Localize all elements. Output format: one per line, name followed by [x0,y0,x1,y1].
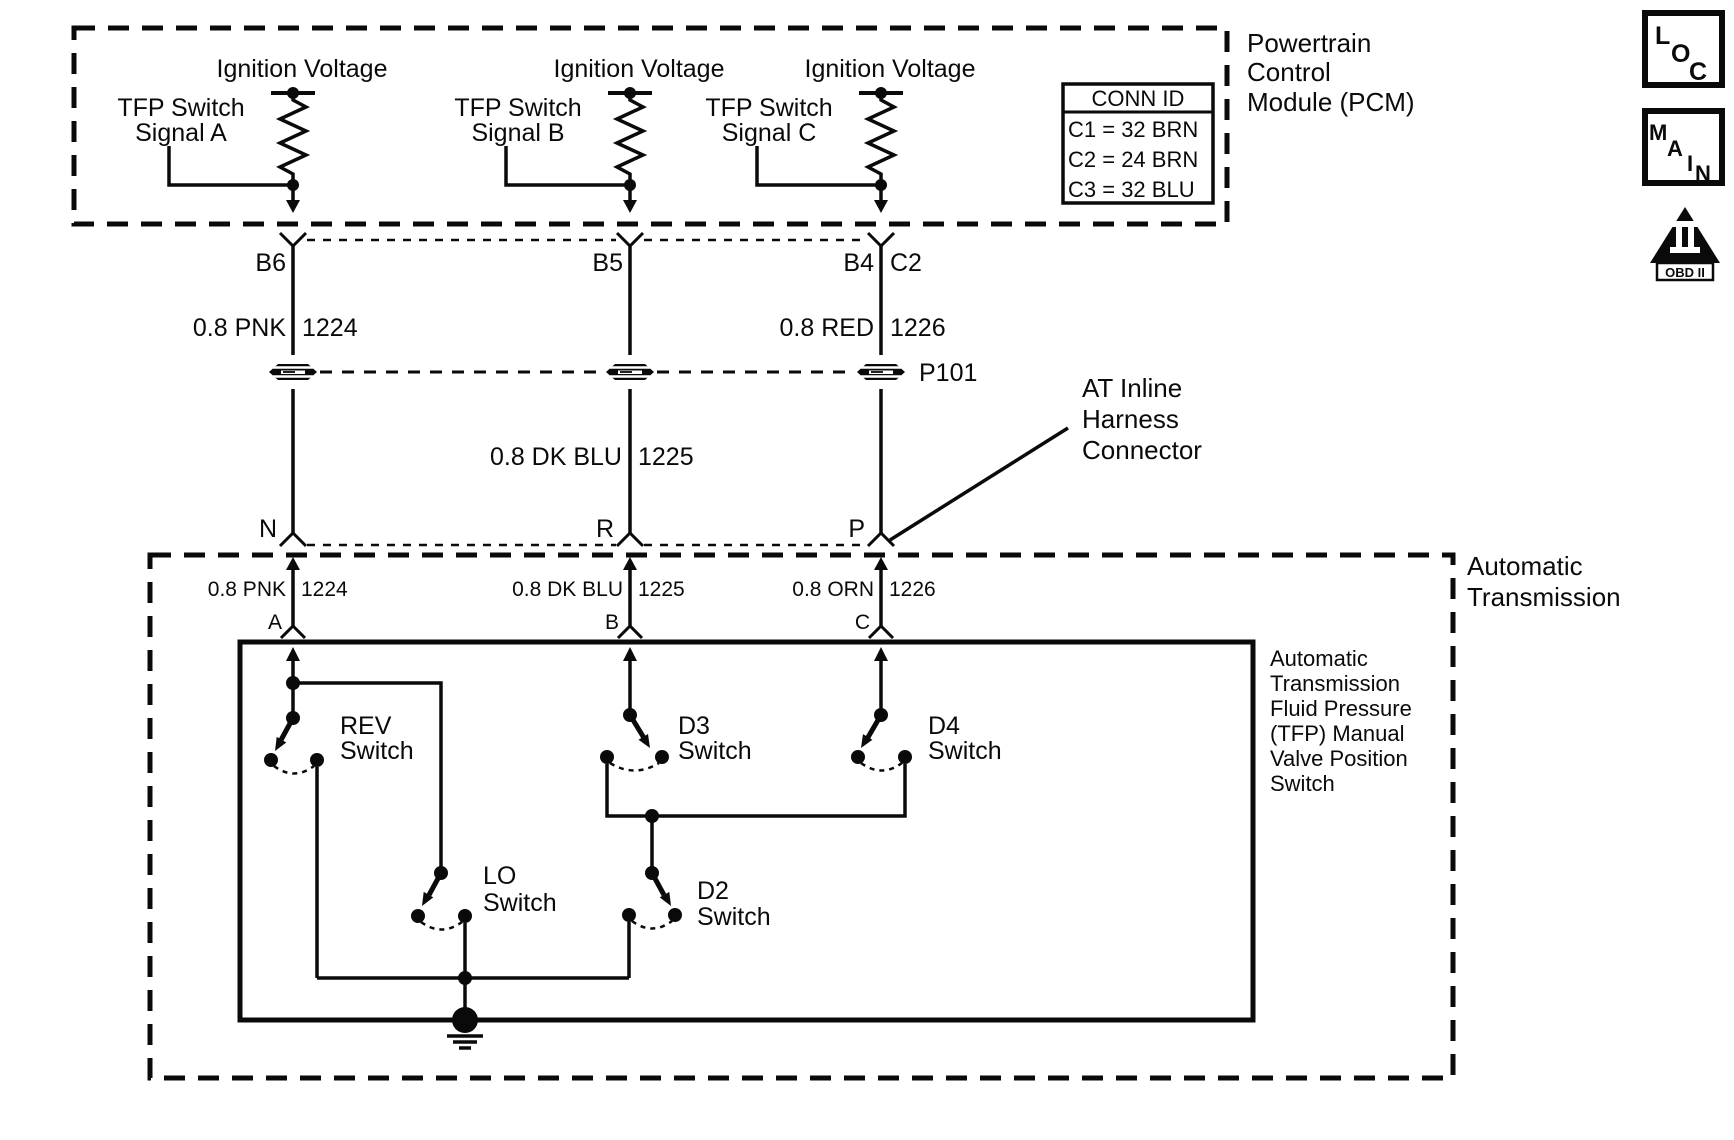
switch-contact-dot [600,750,614,764]
loc-letter-o: O [1671,40,1691,68]
lo-switch-label-line2: Switch [483,889,557,917]
tfp-signal-a-label-line1: TFP Switch [117,94,245,122]
switch-arm [867,715,881,739]
pcm-connector-row [255,233,922,277]
pcm-pin-b6: B6 [255,249,286,277]
switch-throw-arc [274,766,314,774]
inline-connector-id: P101 [919,359,978,387]
conn-id-title: CONN ID [1091,86,1185,111]
main-letter-a: A [1667,136,1683,161]
obd2-badge [1650,207,1720,280]
inline-connector-row [269,359,977,387]
tfp-assembly-label-line2: Transmission [1270,671,1400,696]
case-wire-label-pnk: 0.8 PNK [207,578,286,601]
pcm-title-line1: Powertrain [1247,28,1372,58]
callout-line1: AT Inline [1082,373,1183,403]
d3-switch-label-line1: D3 [678,712,710,740]
pcm-pin-b4: B4 [843,249,874,277]
pullup-resistor [280,93,306,185]
inline-connector-symbol [857,364,905,380]
signal-b-wire [506,146,630,185]
tfp-signal-b-label-line1: TFP Switch [454,94,582,122]
lo-switch [411,862,557,978]
switch-contact-dot [458,909,472,923]
connector-receptacle [618,626,642,638]
obd2-triangle-icon [1650,207,1720,263]
tfp-assembly-label-line6: Switch [1270,771,1335,796]
switch-contact-dot [310,753,324,767]
rev-switch [264,647,441,978]
down-arrow-icon [623,200,637,213]
up-arrow-icon [286,647,300,661]
switch-throw-arc [610,763,659,771]
pcm-title-line3: Module (PCM) [1247,87,1415,117]
case-wire-circuit-1225: 1225 [638,578,685,601]
case-pin-c: C [854,611,870,634]
pcm-connector-c2: C2 [890,249,922,277]
callout-line3: Connector [1082,435,1202,465]
up-arrow-icon [874,647,888,661]
switch-contact-dot [668,908,682,922]
connector-receptacle [868,233,894,246]
abc-connector-row [268,611,893,638]
lo-switch-label-line1: LO [483,862,517,890]
pcm-column-signal-a [117,55,387,213]
d4-switch-label-line1: D4 [928,712,960,740]
loc-letter-c: C [1689,58,1708,86]
switch-contact-dot [264,753,278,767]
d4-switch [851,647,1002,771]
callout-pointer-line [890,428,1068,540]
connector-receptacle [617,533,643,546]
case-pin-b: B [604,611,619,634]
at-inline-harness-callout [890,373,1202,540]
conn-id-row-2: C2 = 24 BRN [1068,147,1199,172]
callout-line2: Harness [1082,404,1179,434]
conn-id-row-1: C1 = 32 BRN [1068,117,1199,142]
d2-switch-label-line1: D2 [697,877,729,905]
ground-bus [317,971,629,1048]
at-pin-r: R [595,515,614,543]
tfp-switch-box-outline [240,642,1253,1020]
inline-connector-symbol [606,364,654,380]
tfp-signal-c-label-line2: Signal C [721,119,817,147]
wire-circuit-1226: 1226 [890,314,946,342]
ignition-voltage-label: Ignition Voltage [216,55,388,83]
d4-switch-label-line2: Switch [928,737,1002,765]
ground-icon [447,1036,483,1048]
loc-letter-l: L [1655,22,1671,50]
switch-contact-dot [622,908,636,922]
pcm-column-signal-c [705,55,975,213]
pullup-resistor [617,93,643,185]
switch-arm [630,715,644,738]
transmission-title-line2: Transmission [1467,582,1621,612]
transmission-title-line1: Automatic [1467,551,1583,581]
case-ground-dot [452,1007,478,1033]
tfp-signal-c-label-line1: TFP Switch [705,94,833,122]
connector-receptacle [281,626,305,638]
case-wire-circuit-1224: 1224 [301,578,348,601]
case-pin-a: A [267,611,282,634]
main-badge [1645,111,1722,186]
case-wire-label-orn: 0.8 ORN [792,578,874,601]
loc-badge [1645,13,1722,86]
conn-id-row-3: C3 = 32 BLU [1068,177,1195,202]
d3-d4-bus-wire [607,764,905,816]
switch-contact-dot [851,750,865,764]
down-arrow-icon [874,200,888,213]
ignition-voltage-label: Ignition Voltage [553,55,725,83]
switch-contact-dot [411,909,425,923]
pullup-resistor [868,93,894,185]
connector-receptacle [280,533,306,546]
obd2-label: OBD II [1665,265,1705,280]
switch-throw-arc [632,921,672,929]
tfp-signal-a-label-line2: Signal A [135,119,227,147]
tfp-assembly-label-line1: Automatic [1270,646,1368,671]
wire-label-pnk: 0.8 PNK [192,314,286,342]
up-arrow-icon [623,647,637,661]
switch-throw-arc [421,922,462,930]
tfp-signal-b-label-line2: Signal B [471,119,565,147]
pcm-pin-b5: B5 [592,249,623,277]
tfp-assembly-label-line3: Fluid Pressure [1270,696,1412,721]
wire-label-dkblu: 0.8 DK BLU [489,443,622,471]
switch-throw-arc [861,763,902,771]
main-letter-n: N [1695,161,1711,186]
rev-switch-label-line2: Switch [340,737,414,765]
rev-switch-label-line1: REV [340,712,392,740]
ignition-voltage-label: Ignition Voltage [804,55,976,83]
d3-switch-label-line2: Switch [678,737,752,765]
at-pin-n: N [258,515,277,543]
down-arrow-icon [286,200,300,213]
connector-receptacle [617,233,643,246]
wire-label-red: 0.8 RED [779,314,874,342]
tfp-assembly-label-line5: Valve Position [1270,746,1408,771]
connector-receptacle [280,233,306,246]
switch-contact-dot [655,750,669,764]
signal-c-wire [757,146,881,185]
switch-contact-dot [898,750,912,764]
wire-circuit-1225: 1225 [638,443,694,471]
case-wire-label-dkblu: 0.8 DK BLU [512,578,623,601]
pcm-title-line2: Control [1247,57,1331,87]
tfp-assembly-label-line4: (TFP) Manual [1270,721,1405,746]
wire-circuit-1224: 1224 [302,314,358,342]
at-pin-p: P [848,515,865,543]
main-letter-m: M [1649,120,1668,145]
nrp-connector-row [259,515,894,546]
inline-connector-symbol [269,364,317,380]
d2-switch-label-line2: Switch [697,903,771,931]
main-letter-i: I [1687,151,1694,176]
conn-id-table [1063,84,1213,203]
case-wire-circuit-1226: 1226 [889,578,936,601]
signal-a-wire [169,146,293,185]
connector-receptacle [869,626,893,638]
d2-switch [622,866,771,978]
pcm-column-signal-b [454,55,724,213]
